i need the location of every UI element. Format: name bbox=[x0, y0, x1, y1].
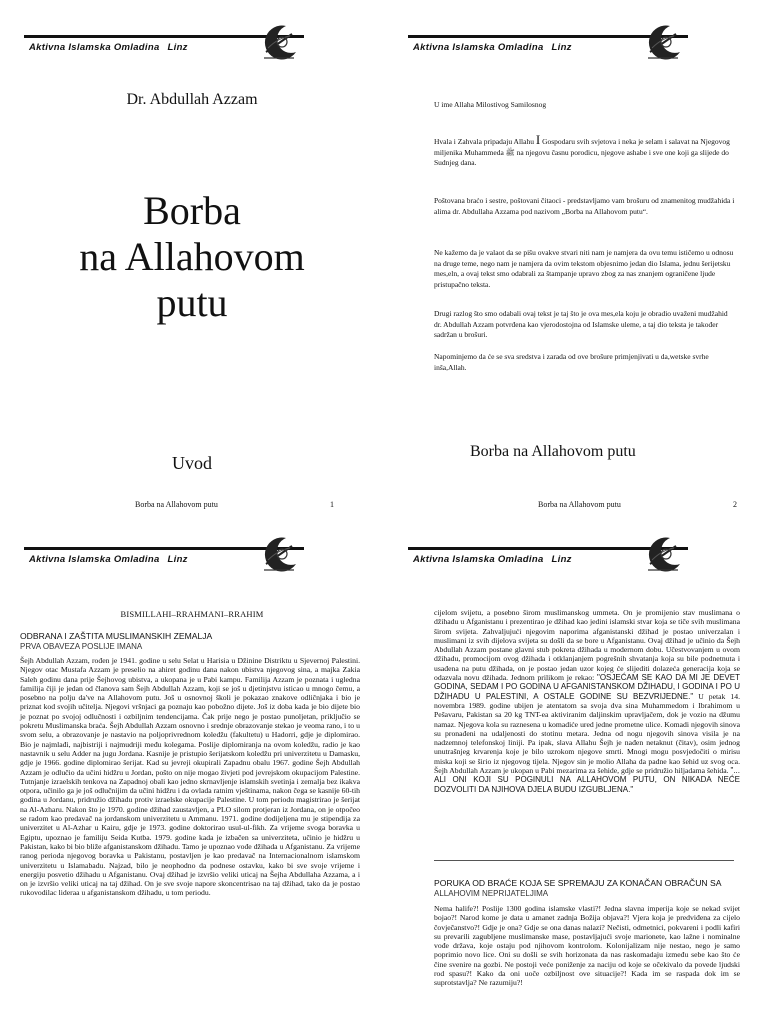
crescent-logo-icon bbox=[642, 22, 684, 62]
book-title bbox=[0, 188, 384, 326]
note-paragraph: Napominjemo da će se sva sredstva i zarada od ove brošure primjenjivati u da,wetske svrhe inša,Allah. bbox=[434, 352, 709, 372]
header-org: Aktivna Islamska Omladina Linz bbox=[413, 42, 572, 53]
title-line: na Allahovom bbox=[79, 234, 305, 279]
purpose-paragraph: Ne kažemo da je valaot da se pišu ovakve stvari niti nam je namjera da ovu temu ističemo u odnosu na druge teme, nego nam je namjera da ovim tekstom objesnimo jedan dio Islama, jednu šerijetsku mes,eln, a ovaj tekst smo odabrali za štampanje upravo zbog za nas znanjem ograničene ljude pristupačno teksta. bbox=[434, 248, 734, 289]
quote-caps: "OSJEĆAM SE KAO DA MI JE DEVET GODINA, SEDAM I PO GODINA U AFGANISTANSKOM DŽIHADU, I GODINA I PO U DŽIHADU U PALESTINI, A OSTALE GODINE SU BEZVRIJEDNE." bbox=[434, 673, 740, 701]
biography-text: Šejh Abdullah Azzam, rođen je 1941. godine u selu Selat u Harisia u Džinine Distriktu u Sjevernoj Palestini. Njegov otac Mustafa Azzam je preselio na ahiret godinu dana nakon ubistva njegovog sina, a majka Zakia Saleh godinu dana prije Šejhovog ubistva, a ukopana je u Pabi kampu. Familija Azzam je poznata i ugledna familija čiji je jedan od članova sam Šejh Abdullah Azzam, koji se još u djetinjstvu isticao u mnogo čemu, a posebno na polju da've na Allahovom putu. Još u osnovnoj školi je pokazao znakove odličnjaka i bio je priznat kod svojih učitelja. Njegovi vršnjaci ga poznaju kao pobožno dijete. Još iz doba kada je bio dijete bio je poznat po svojoj odlučnosti i ozbiljnim tendencijama. Čak prije nego je postao punoljetan, priključio se pokretu Muslimanska braća. Šejh Abdullah Azzam osnovno i srednje obrazovanje stekao je veoma rano, i to u svom selu, a obrazovanje je nastavio na poljoprivrednom koledžu (fakultetu) u Hadorri, gdje je diplomirao. Bio je najmlađi, najbistriji i najmudriji među kolegama. Poslije diplomiranja na ovom koledžu, radio je kao nastavnik u selu Adder na jugu Jordana. Kasnije je pristupio šerijatskom koledžu pri univerzitetu u Damasku, gdje je 1966. godine diplomirao šerijat. Kad su jevreji okupirali Zapadnu obalu 1967. godine Šejh Abdullah Azzam je odlučio da učini hidžru u Jordan, pošto on nije mogao živjeti pod jevrejskom okupacijom Palestine. Tutnjanje izraelskih tenkova na Zapadnoj obali kao jedno skrnavljenje islamskih svetinja i zemalja bez ikakva otpora, učinilo ga je još odlučnijim da učini hidžru i da ovlada ratnim vještinama, nakon čega se kasnije 60-tih godina u Jordanu, pridružio džihadu protiv izraelske okupacije Palestine. U tom periodu magistrirao je šerijat na Al-Azharu. Nakon što je 1970. godine džihad zaustavljen, a PLO silom protjeran iz Jordana, on je otpočeo se radom kao predavač na jordanskom univerzitetu u Ammanu. 1971. godine dodijeljena mu je stipendija za univerzitet u Al-Azhar u Kairu, gdje je 1973. godine doktorirao usul-ul-fikh. Za vrijeme svoga boravka u Egiptu, upoznao je familiju Seida Kutba. 1979. godine kada je izbačen sa univerziteta, učinio je hidžru u Pakistan, kako bi bio bliže afganistanskom džihadu. Tamo je upoznao vođe džihada u Afganistanu. Za vrijeme ranog perioda njegovog boravka u Pakistanu, postavljen je kao predavač na Internacionalnom islamskom univerzitetu u Islamabadu. Najzad, bilo je neophodno da podnese ostavku, kako bi sve svoje vrijeme i energiju posvetio džihadu u Afganistanu. Ovaj džihad je izvršio veliki uticaj na Šejha Abdullaha Azzama, a i on je izvršio veliki uticaj na taj džihad. On je sve svoje napore skoncentrisao na taj džihad, tako da je postao rukovodilac lideraa u afganistanskom džihadu, u tom periodu. bbox=[20, 656, 360, 898]
page-4 bbox=[384, 512, 768, 1024]
crescent-logo-icon bbox=[642, 534, 684, 574]
reason-paragraph: Drugi razlog što smo odabali ovaj tekst je taj što je ova mes,ela koju je obradio uvaženi mudžahid dr. Abdullah Azzam potvrđena kao vjerodostojna od Islamske uleme, a taj dio teksta je također sadržan u brošuri. bbox=[434, 309, 728, 339]
crescent-logo-icon bbox=[258, 534, 300, 574]
section-title: Borba na Allahovom putu bbox=[470, 443, 636, 460]
section-uvod: Uvod bbox=[172, 453, 212, 473]
section-subheading: PRVA OBAVEZA POSLIJE IMANA bbox=[20, 642, 143, 651]
page-1 bbox=[0, 0, 384, 512]
author-name: Dr. Abdullah Azzam bbox=[126, 91, 258, 108]
footer-page-number: 1 bbox=[330, 500, 334, 509]
footer-page-number: 2 bbox=[733, 500, 737, 509]
page-3 bbox=[0, 512, 384, 1024]
section-heading: ODBRANA I ZAŠTITA MUSLIMANSKIH ZEMALJA bbox=[20, 631, 213, 641]
divider bbox=[434, 860, 734, 861]
bismillah-heading: BISMILLAHI–RRAHMANI–RRAHIM bbox=[120, 609, 264, 619]
intro-paragraph: Poštovana braćo i sestre, poštovani čitaoci - predstavljamo vam brošuru od znamenitog mudžahida i alima dr. Abdullaha Azzama pod nazivom „Borba na Allahovom putu“. bbox=[434, 196, 735, 216]
crescent-logo-icon bbox=[258, 22, 300, 62]
header-org: Aktivna Islamska Omladina Linz bbox=[29, 42, 188, 53]
footer-title: Borba na Allahovom putu bbox=[135, 500, 218, 509]
header-org: Aktivna Islamska Omladina Linz bbox=[413, 554, 572, 565]
praise-paragraph: Hvala i Zahvala pripadaju Allahu I Gospodaru svih svjetova i neka je selam i salavat na Njegovog miljenika Muhammeda ﷺ na njegovu časnu porodicu, njegove ashabe i sve one koji ga slijede do Sudnjeg dana. bbox=[434, 132, 730, 167]
quote-caps: "... ALI ONI KOJI SU POGINULI NA ALLAHOVOM PUTU, ON NIKADA NEĆE DOZVOLITI DA NJIHOVA DJELA BUDU IZGUBLJENA." bbox=[434, 766, 740, 794]
message-text: Nema halife?! Poslije 1300 godina islamske vlasti?! Jedna slavna imperija koje se nekad svijet bojao?! Narod kome je data u amanet zadnja Božija objava?! Vjera koja je predviđena za cijelo čovječanstvo?! Gdje je ona? Gdje se ona danas nalazi? Nečisti, odmetnici, pokvareni i podli kafiri su prevarili zagubljene muslimanske mase, postavljajući svoje marionete, kao lažne i nominalne vođe država, koje ostaju pod njihovom kontrolom. Kolonijalizam nije nestao, nego je samo poprimio novo lice. Oni su došli se svih horizonata da nas raskomadaju između sebe kao što će čine svenire na gozbi. Ne postoji veće poniženje za naciju od koje se očekivalo da povede ljudski rod spasu?! Kako da oni uoče ozbiljnost ove situacije?! Kada im se raspada dok im se suprotstavlja? Ne razumiju?! bbox=[434, 904, 740, 988]
footer-title: Borba na Allahovom putu bbox=[538, 500, 621, 509]
page-2 bbox=[384, 0, 768, 512]
section-subheading: ALLAHOVIM NEPRIJATELJIMA bbox=[434, 889, 549, 898]
title-line: putu bbox=[156, 280, 228, 325]
header-org: Aktivna Islamska Omladina Linz bbox=[29, 554, 188, 565]
title-line: Borba bbox=[143, 188, 241, 233]
bismillah-line: U ime Allaha Milostivog Samilosnog bbox=[434, 100, 547, 109]
section-heading: PORUKA OD BRAĆE KOJA SE SPREMAJU ZA KONAČAN OBRAČUN SA bbox=[434, 878, 722, 888]
continuation-text: cijelom svijetu, a posebno širom muslimanskog ummeta. On je promijenio stav muslimana o džihadu u Afganistanu i prezentirao je džihad kao jedini islamski stvar koja se tiče svih muslimana širom svijeta. Zahvaljujući njegovim naporima afganistanski džihad je postao univerzalan i muslimani iz svih dijelova svijeta su došli da se bore u Afganistanu. Ovaj džihad je učinio da Šejh Abdullah Azzam postane glavni stub pokreta džihada u modernom dobu. Učestvovanjem u ovom džihadu, promocijom ovog džihada i otklanjanjem pogrešnih shvatanja koja su bile podnetnuta i usađena na putu džihada, on je postao jedan uzor kojeg će slijediti dolazeća generacija koja se odazvala novu džihada. Jednom prilikom je rekao: "OSJEĆAM SE KAO DA MI JE DEVET GODINA, SEDAM I PO GODINA U AFGANISTANSKOM DŽIHADU, I GODINA I PO U DŽIHADU U PALESTINI, A OSTALE GODINE SU BEZVRIJEDNE." U petak 14. novembra 1989. godine ubijen je atentatom sa svoja dva sina Muhammedom i Ibrahimom u Pešavaru, Pakistan sa 20 kg TNT-ea aktiviranim daljinskim upravljačem, dok je vozio na džumu namaz. Njegova kola su raznesena u komadiće ured jedne prometne ulice. Komadi njegovih sinova su pronađeni na udaljenosti do stotinu metara. Jedna od nogu njegovih sinova visila je na nadzemnoj telefonskoj liniji. Pa ipak, slava Allahu Šejh je nađen netaknut (čitav), osim jednog unutrašnjeg krvarenja koje je bilo uzrokom njegove smrti. Mnogi mogu posvjedočiti o mirisu miska koji se širio iz njegovog tijela. Njegov sin je molio Allaha da padne kao šehid uz svog oca. Šejh Abdullah Azzam je ukopan u Pabi mezarima za šehide, gdje se pridružio hiljadama šehida. "... ALI ONI KOJI SU POGINULI NA ALLAHOVOM PUTU, ON NIKADA NEĆE DOZVOLITI DA NJIHOVA DJELA BUDU IZGUBLJENA." bbox=[434, 608, 741, 794]
